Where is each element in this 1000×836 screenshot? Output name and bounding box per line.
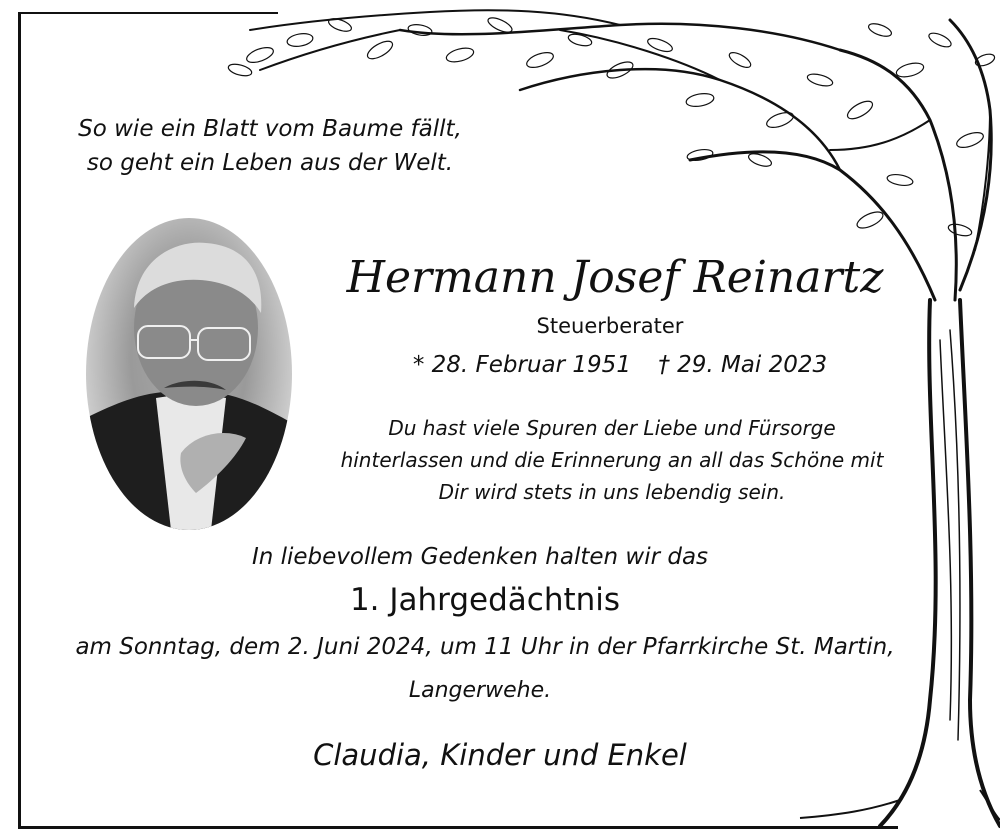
deceased-name: Hermann Josef Reinartz xyxy=(346,252,884,303)
memorial-title: 1. Jahrgedächtnis xyxy=(349,582,621,618)
tribute-line-2: hinterlassen und die Erinnerung an all das Schöne mit xyxy=(340,448,884,472)
motto-line-2: so geht ein Leben aus der Welt. xyxy=(86,150,454,176)
memorial-intro: In liebevollem Gedenken halten wir das xyxy=(251,544,709,570)
motto-line-1: So wie ein Blatt vom Baume fällt, xyxy=(78,116,462,142)
service-place: Langerwehe. xyxy=(408,678,552,703)
death-date: † 29. Mai 2023 xyxy=(658,352,828,378)
service-details: am Sonntag, dem 2. Juni 2024, um 11 Uhr in der Pfarrkirche St. Martin, xyxy=(75,634,895,660)
motto xyxy=(60,112,480,180)
birth-date: * 28. Februar 1951 xyxy=(412,352,631,378)
family-signature: Claudia, Kinder und Enkel xyxy=(313,738,687,772)
tribute-line-1: Du hast viele Spuren der Liebe und Fürsorge xyxy=(388,416,836,440)
life-dates xyxy=(360,352,880,378)
tribute-line-3: Dir wird stets in uns lebendig sein. xyxy=(438,480,786,504)
profession: Steuerberater xyxy=(536,314,684,338)
tribute-text xyxy=(312,412,912,508)
portrait-photo xyxy=(86,218,292,530)
